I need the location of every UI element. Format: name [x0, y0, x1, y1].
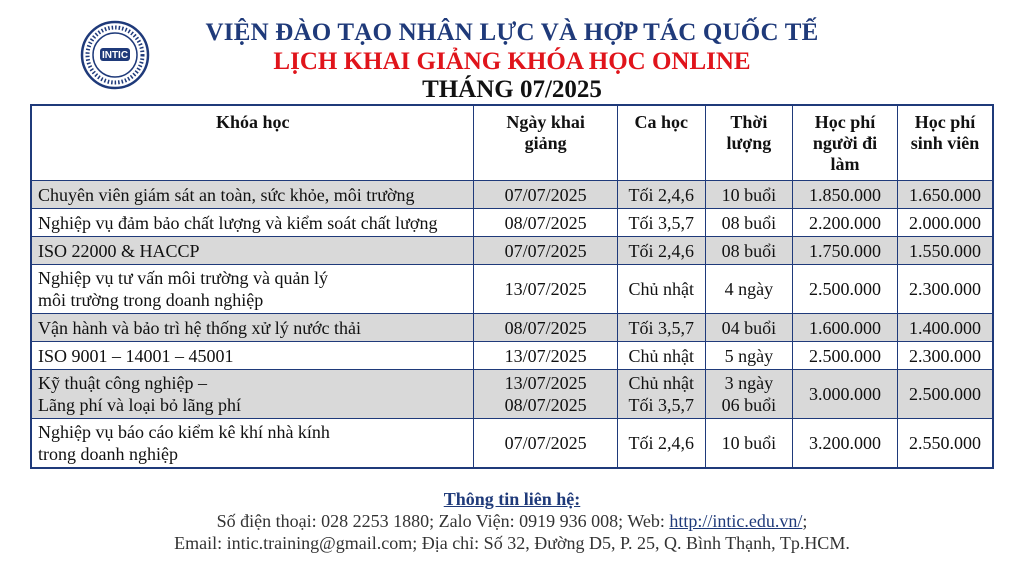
institute-name: VIỆN ĐÀO TẠO NHÂN LỰC VÀ HỢP TÁC QUỐC TẾ	[205, 19, 819, 46]
table-row	[31, 181, 993, 209]
start-date: 13/07/2025 08/07/2025	[474, 370, 617, 419]
table-row	[31, 209, 993, 237]
fee-student: 2.300.000	[898, 342, 994, 370]
course-name: Nghiệp vụ tư vấn môi trường và quản lý môi trường trong doanh nghiệp	[31, 265, 474, 314]
course-name: ISO 22000 & HACCP	[31, 237, 474, 265]
duration: 4 ngày	[705, 265, 792, 314]
fee-student: 2.500.000	[898, 370, 994, 419]
shift: Chủ nhật	[617, 265, 705, 314]
duration: 5 ngày	[705, 342, 792, 370]
table-row	[31, 342, 993, 370]
course-name: Nghiệp vụ đảm bảo chất lượng và kiểm soát chất lượng	[31, 209, 474, 237]
course-schedule-table	[30, 104, 994, 469]
website-link[interactable]: http://intic.edu.vn/	[669, 511, 803, 531]
contact-address-line: Email: intic.training@gmail.com; Địa chỉ: Số 32, Đường D5, P. 25, Q. Bình Thạnh, Tp.HCM.	[174, 533, 850, 553]
shift: Chủ nhật	[617, 342, 705, 370]
shift: Tối 2,4,6	[617, 419, 705, 469]
header-duration: Thời lượng	[705, 105, 792, 181]
duration: 08 buổi	[705, 209, 792, 237]
fee-worker: 2.200.000	[793, 209, 898, 237]
start-date: 07/07/2025	[474, 181, 617, 209]
fee-student: 2.550.000	[898, 419, 994, 469]
start-date: 07/07/2025	[474, 419, 617, 469]
header-course: Khóa học	[31, 105, 474, 181]
fee-student: 2.000.000	[898, 209, 994, 237]
course-name: ISO 9001 – 14001 – 45001	[31, 342, 474, 370]
fee-worker: 2.500.000	[793, 342, 898, 370]
fee-student: 1.400.000	[898, 314, 994, 342]
duration: 04 buổi	[705, 314, 792, 342]
table-row	[31, 237, 993, 265]
header-shift: Ca học	[617, 105, 705, 181]
header-start-date: Ngày khai giảng	[474, 105, 617, 181]
document-header	[0, 18, 1024, 103]
header-fee-student: Học phí sinh viên	[898, 105, 994, 181]
start-date: 13/07/2025	[474, 265, 617, 314]
start-date: 08/07/2025	[474, 209, 617, 237]
course-name: Nghiệp vụ báo cáo kiểm kê khí nhà kính trong doanh nghiệp	[31, 419, 474, 469]
fee-worker: 3.000.000	[793, 370, 898, 419]
shift: Tối 3,5,7	[617, 314, 705, 342]
duration: 3 ngày 06 buổi	[705, 370, 792, 419]
fee-worker: 2.500.000	[793, 265, 898, 314]
start-date: 07/07/2025	[474, 237, 617, 265]
fee-worker: 1.750.000	[793, 237, 898, 265]
schedule-month: THÁNG 07/2025	[422, 76, 602, 103]
shift: Tối 2,4,6	[617, 181, 705, 209]
table-row	[31, 314, 993, 342]
fee-worker: 1.600.000	[793, 314, 898, 342]
fee-student: 1.650.000	[898, 181, 994, 209]
table-row	[31, 419, 993, 469]
fee-student: 1.550.000	[898, 237, 994, 265]
fee-worker: 1.850.000	[793, 181, 898, 209]
start-date: 08/07/2025	[474, 314, 617, 342]
contact-title: Thông tin liên hệ:	[443, 489, 581, 509]
shift: Chủ nhật Tối 3,5,7	[617, 370, 705, 419]
logo-text: INTIC	[101, 50, 129, 61]
contact-info	[0, 488, 1024, 554]
duration: 10 buổi	[705, 181, 792, 209]
header-fee-worker: Học phí người đi làm	[793, 105, 898, 181]
duration: 08 buổi	[705, 237, 792, 265]
course-name: Kỹ thuật công nghiệp – Lãng phí và loại bỏ lãng phí	[31, 370, 474, 419]
course-name: Chuyên viên giám sát an toàn, sức khỏe, môi trường	[31, 181, 474, 209]
contact-phone-line: Số điện thoại: 028 2253 1880; Zalo Viện: 0919 936 008; Web: http://intic.edu.vn/;	[216, 511, 808, 531]
course-name: Vận hành và bảo trì hệ thống xử lý nước thải	[31, 314, 474, 342]
duration: 10 buổi	[705, 419, 792, 469]
table-header-row	[31, 105, 993, 181]
fee-student: 2.300.000	[898, 265, 994, 314]
start-date: 13/07/2025	[474, 342, 617, 370]
table-row	[31, 370, 993, 419]
table-row	[31, 265, 993, 314]
phone-text: Số điện thoại: 028 2253 1880; Zalo Viện: 0919 936 008; Web:	[216, 511, 670, 531]
schedule-title: LỊCH KHAI GIẢNG KHÓA HỌC ONLINE	[273, 48, 751, 75]
shift: Tối 3,5,7	[617, 209, 705, 237]
shift: Tối 2,4,6	[617, 237, 705, 265]
fee-worker: 3.200.000	[793, 419, 898, 469]
